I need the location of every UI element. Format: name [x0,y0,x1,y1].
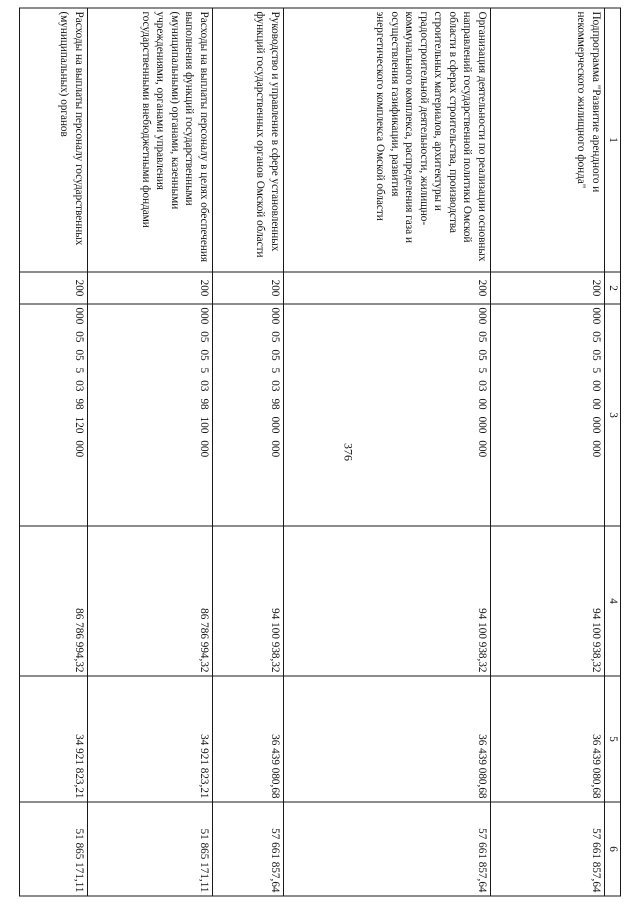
code-segment: 00 [590,380,602,392]
row-value-col4: 94 100 938,32 [213,526,284,676]
code-segment: 000 [269,307,281,325]
code-segment: 05 [73,349,85,361]
row-value-col5: 36 439 080,68 [213,676,284,802]
row-value-col6: 57 661 857,64 [213,802,284,896]
column-number-6: 6 [605,802,621,896]
row-value-col4: 86 786 994,32 [20,526,88,676]
row-budget-code [88,304,213,526]
code-segment: 000 [590,416,602,434]
code-segment: 5 [590,367,602,374]
code-segment: 000 [476,416,488,434]
code-segment: 000 [476,440,488,458]
code-segment: 000 [73,307,85,325]
code-segment: 5 [476,367,488,374]
code-segment: 05 [590,331,602,343]
row-value-col4: 94 100 938,32 [284,526,491,676]
table-row [491,8,605,896]
row-value-col5: 34 921 823,21 [20,676,88,802]
code-segment: 5 [269,367,281,374]
code-segment: 05 [198,349,210,361]
code-segment: 03 [476,380,488,392]
code-segment: 05 [476,349,488,361]
code-segment: 000 [476,307,488,325]
row-name: Организация деятельности по реализации основных направлений государственной политики Омской области в сферах строительства, производства строительных материалов, архитектуры и градостроительной деятельности, жилищно-коммунального комплекса, распределения газа и осуществления газификации, развития энергетического комплекса Омской области [284,8,491,272]
code-segment: 03 [73,380,85,392]
code-segment: 03 [269,380,281,392]
row-admin-code: 200 [491,272,605,304]
code-segment: 000 [269,440,281,458]
row-value-col5: 36 439 080,68 [284,676,491,802]
code-segment: 05 [73,331,85,343]
code-segment: 000 [198,440,210,458]
code-segment: 5 [198,367,210,374]
code-segment: 98 [198,398,210,410]
row-name: Расходы на выплаты персоналу государственных (муниципальных) органов [20,8,88,272]
row-value-col6: 57 661 857,64 [491,802,605,896]
row-value-col6: 57 661 857,64 [284,802,491,896]
row-value-col6: 51 865 171,11 [20,802,88,896]
row-budget-code [284,304,491,526]
code-segment: 120 [73,416,85,434]
row-admin-code: 200 [88,272,213,304]
table-row [20,8,88,896]
column-number-3: 3 [605,304,621,526]
column-number-4: 4 [605,526,621,676]
row-budget-code [213,304,284,526]
code-segment: 000 [269,416,281,434]
row-budget-code [20,304,88,526]
table-row [213,8,284,896]
row-name: Подпрограмма "Развитие арендного и некоммерческого жилищного фонда" [491,8,605,272]
code-segment: 05 [269,349,281,361]
table-row [88,8,213,896]
code-segment: 00 [590,398,602,410]
column-number-5: 5 [605,676,621,802]
code-segment: 03 [198,380,210,392]
row-name: Расходы на выплаты персоналу в целях обеспечения выполнения функций государственными (муниципальными) органами, казенными учреждениями, органами управления государственными внебюджетными фондами [88,8,213,272]
row-admin-code: 200 [284,272,491,304]
code-segment: 98 [269,398,281,410]
column-number-1: 1 [605,8,621,272]
code-segment: 5 [73,367,85,374]
page-number: 376 [341,443,356,461]
code-segment: 05 [590,349,602,361]
row-admin-code: 200 [213,272,284,304]
code-segment: 000 [590,307,602,325]
code-segment: 05 [476,331,488,343]
code-segment: 000 [73,440,85,458]
row-budget-code [491,304,605,526]
budget-table [19,8,621,897]
row-value-col5: 34 921 823,21 [88,676,213,802]
code-segment: 98 [73,398,85,410]
row-admin-code: 200 [20,272,88,304]
code-segment: 00 [476,398,488,410]
row-name: Руководство и управление в сфере установленных функций государственных органов Омской области [213,8,284,272]
column-number-2: 2 [605,272,621,304]
row-value-col4: 94 100 938,32 [491,526,605,676]
table-row [284,8,491,896]
code-segment: 05 [269,331,281,343]
row-value-col6: 51 865 171,11 [88,802,213,896]
code-segment: 05 [198,331,210,343]
row-value-col5: 36 439 080,68 [491,676,605,802]
code-segment: 000 [590,440,602,458]
code-segment: 000 [198,307,210,325]
row-value-col4: 86 786 994,32 [88,526,213,676]
column-number-row [605,8,621,896]
code-segment: 100 [198,416,210,434]
